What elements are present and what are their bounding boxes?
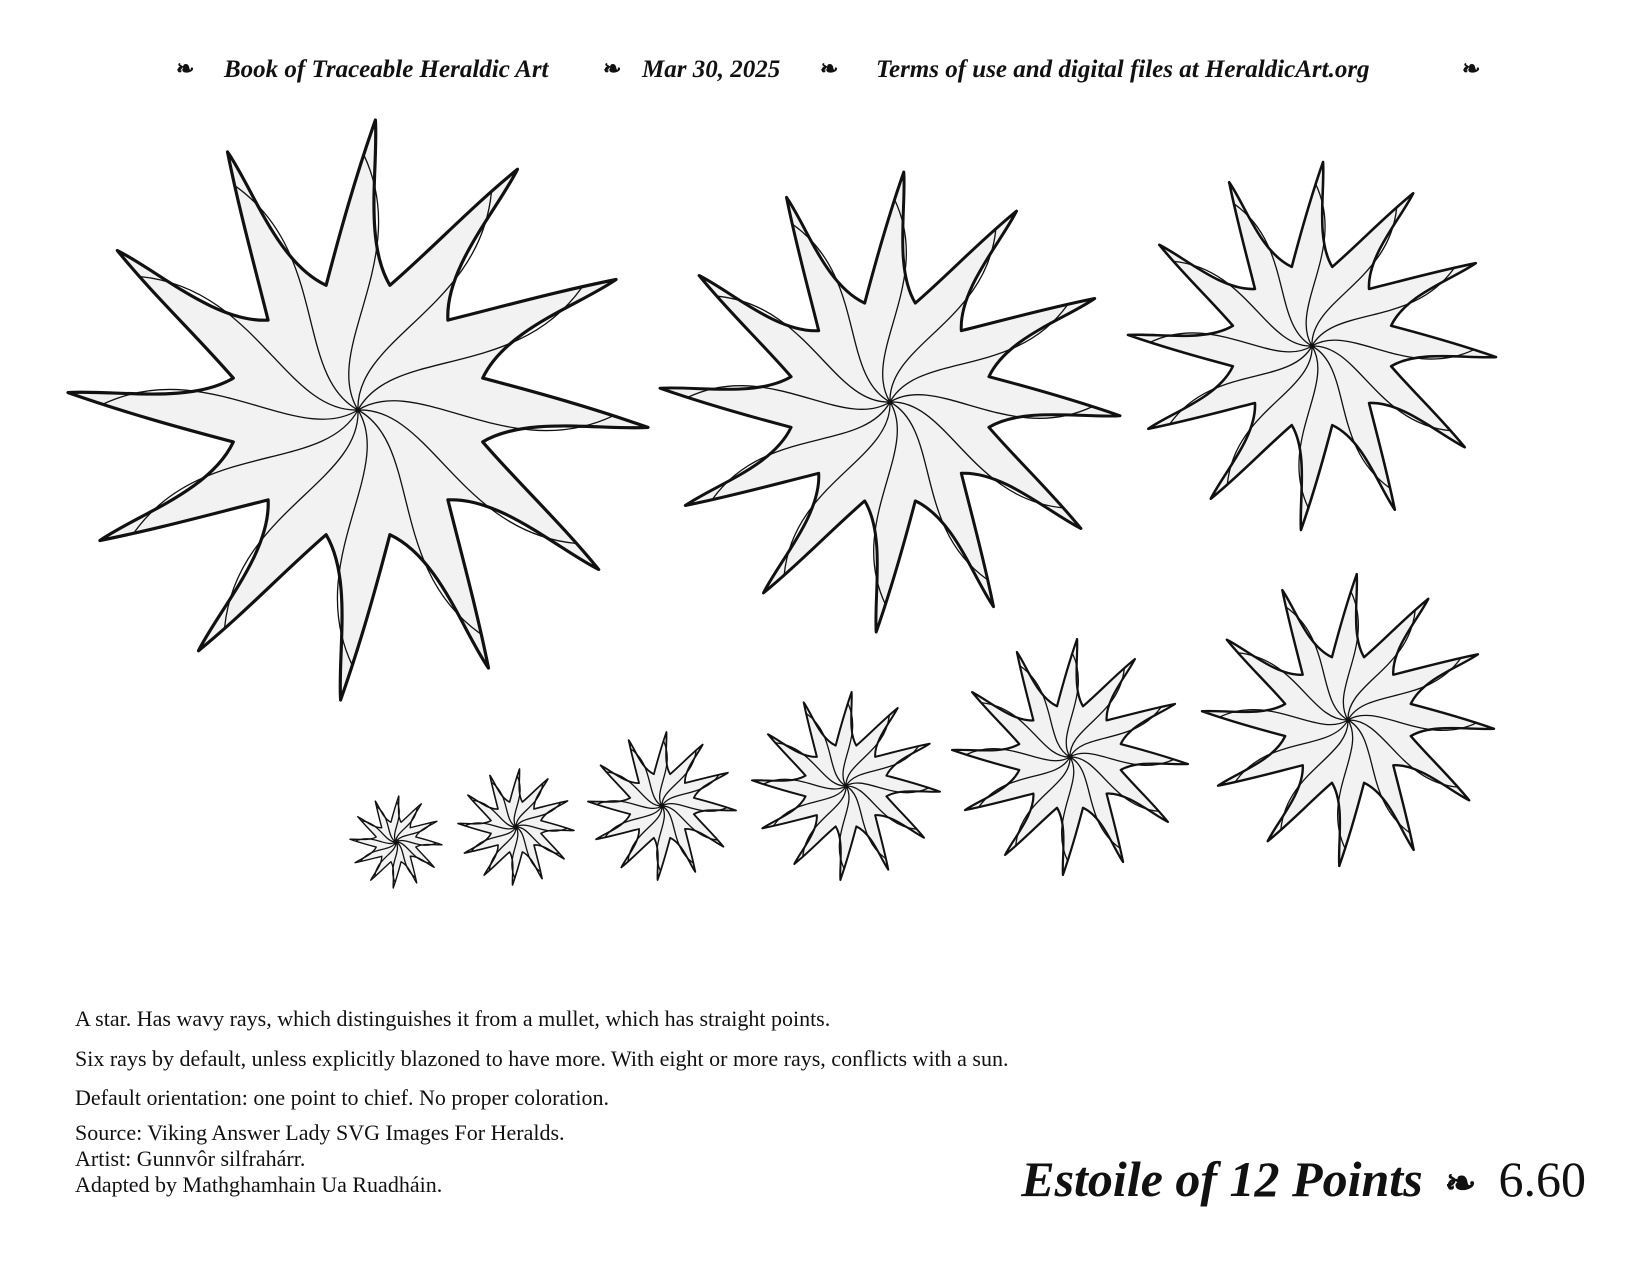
estoile-icon — [350, 796, 442, 888]
book-title: Book of Traceable Heraldic Art — [224, 56, 549, 83]
fleuron-icon: ❧ — [603, 56, 622, 81]
estoile-icon — [458, 769, 574, 885]
estoile-icon — [660, 172, 1120, 632]
credits — [75, 1120, 565, 1198]
plate-title — [1021, 1150, 1586, 1208]
adapter-credit: Adapted by Mathghamhain Ua Ruadháin. — [75, 1172, 443, 1197]
charge-name: Estoile of 12 Points — [1021, 1151, 1423, 1207]
plate-number: 6.60 — [1498, 1151, 1586, 1207]
estoile-icon — [1128, 162, 1496, 530]
artist-credit: Artist: Gunnvôr silfrahárr. — [75, 1146, 306, 1171]
description-line-2: Six rays by default, unless explicitly blazoned to have more. With eight or more rays, conflicts with a sun. — [75, 1046, 1009, 1071]
fleuron-icon: ❧ — [1462, 56, 1481, 81]
estoile-icon — [588, 732, 736, 880]
estoile-icon — [68, 120, 648, 700]
fleuron-icon: ❧ — [176, 56, 195, 81]
estoile-icon — [752, 692, 940, 880]
fleuron-icon: ❧ — [1444, 1163, 1477, 1205]
source-credit: Source: Viking Answer Lady SVG Images For Heralds. — [75, 1120, 565, 1145]
estoile-icon — [952, 639, 1188, 875]
description-line-1: A star. Has wavy rays, which distinguishes it from a mullet, which has straight points. — [75, 1006, 831, 1031]
description-line-3: Default orientation: one point to chief. No proper coloration. — [75, 1085, 609, 1110]
fleuron-icon: ❧ — [820, 56, 839, 81]
estoile-icon — [1202, 574, 1494, 866]
publication-date: Mar 30, 2025 — [642, 56, 781, 83]
terms-of-use: Terms of use and digital files at HeraldicArt.org — [876, 56, 1370, 83]
